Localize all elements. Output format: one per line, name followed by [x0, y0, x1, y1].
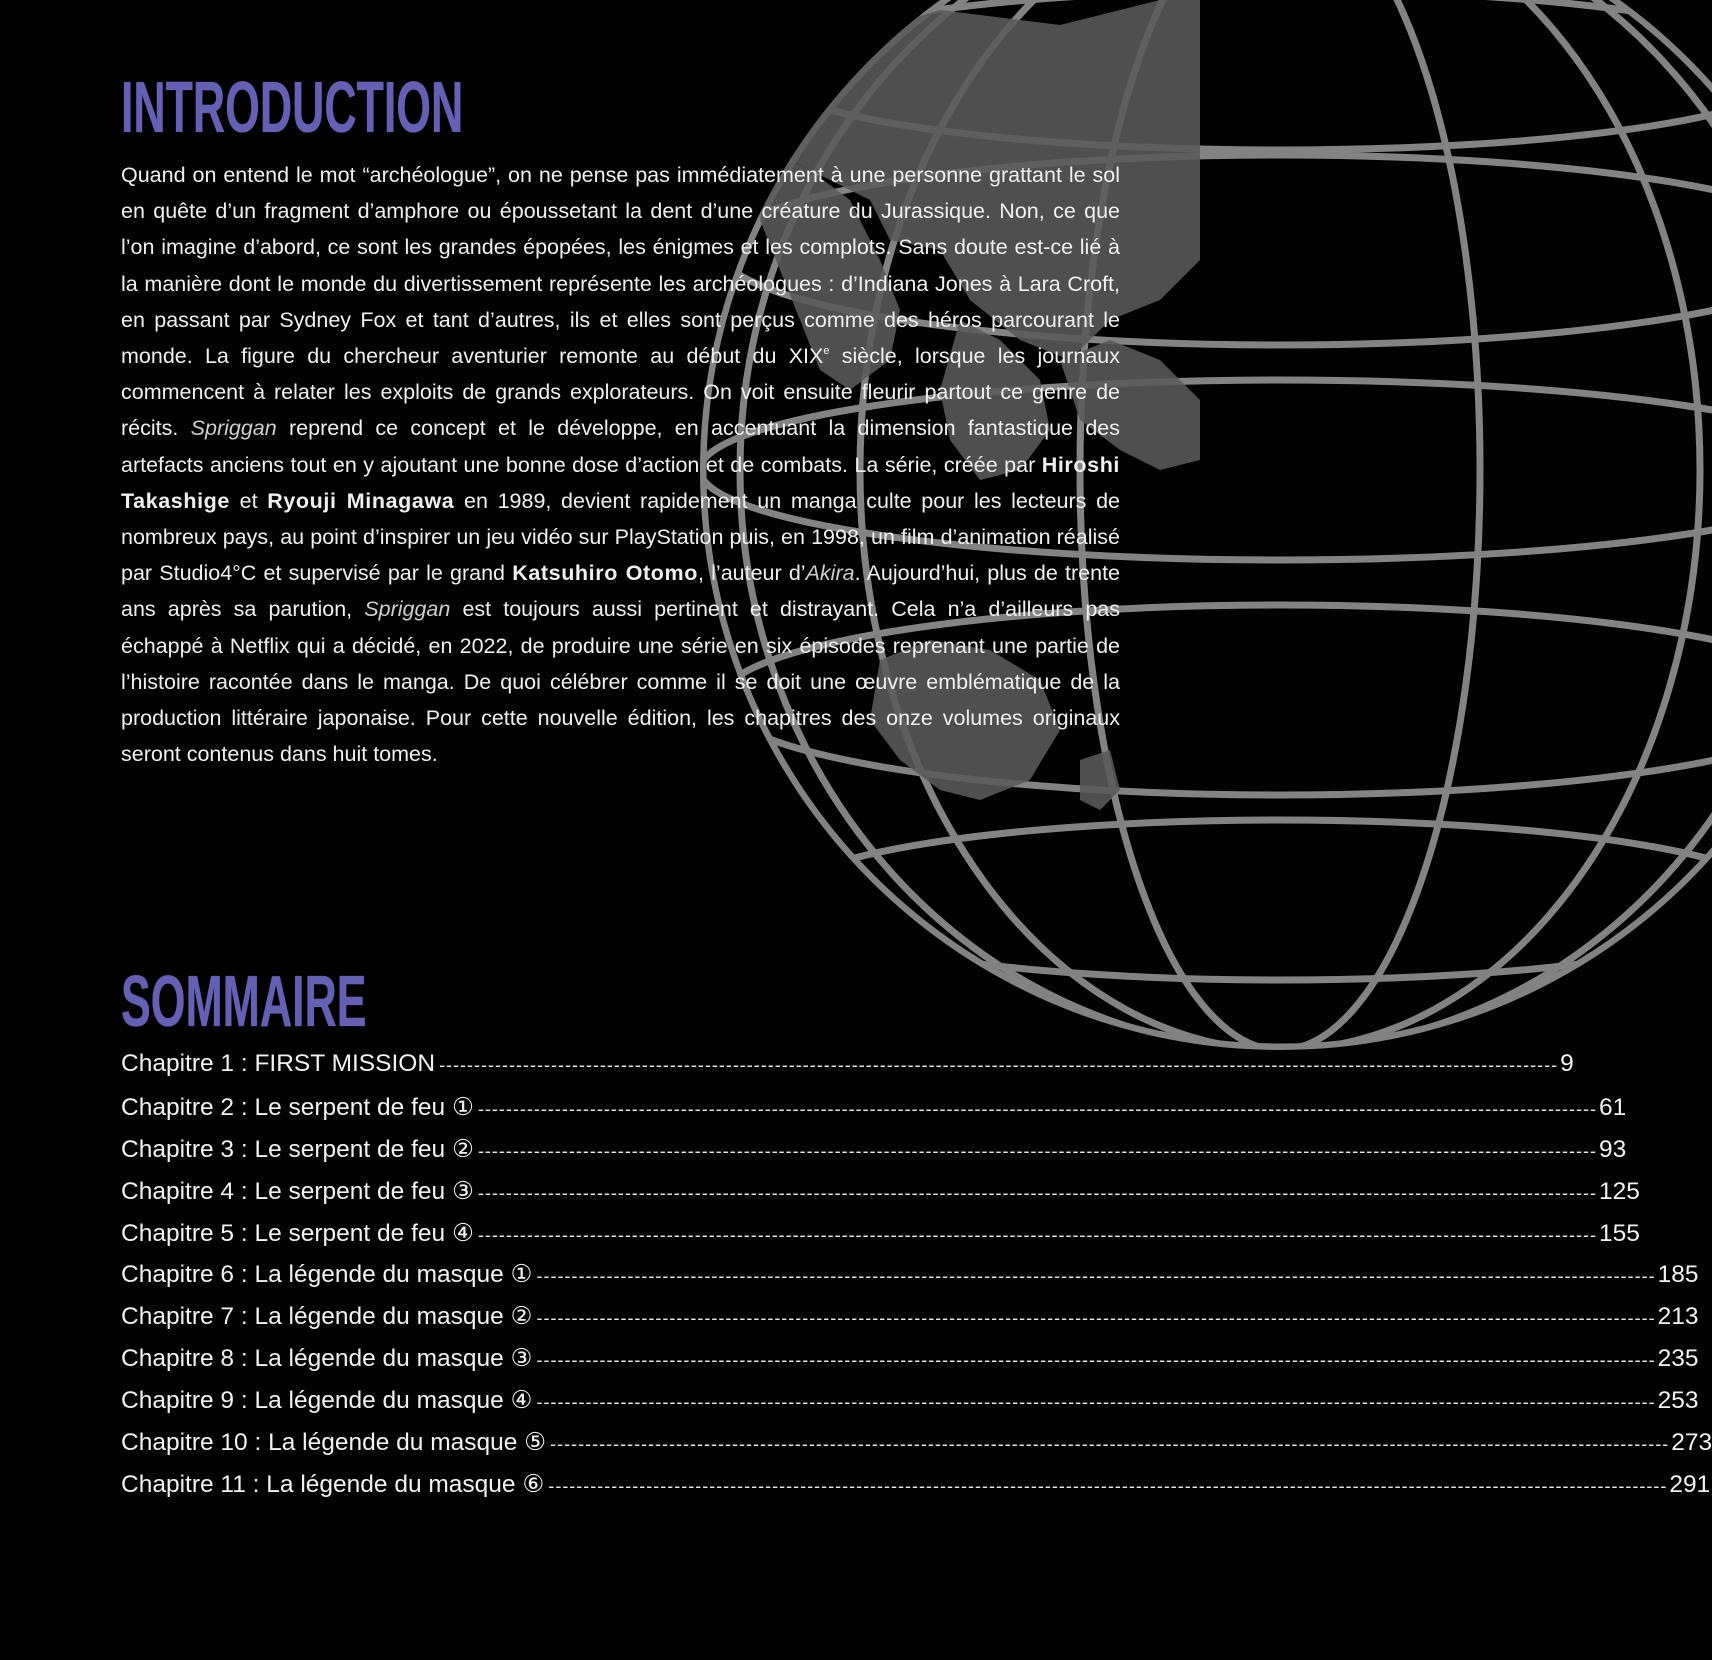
- dot-leader: ----------------------------------------------------------------------------------------------------------------------------------------------------------------: [477, 1224, 1597, 1245]
- chapter-title: Chapitre 2 : Le serpent de feu ①: [121, 1093, 474, 1121]
- toc-entry: [121, 1259, 1699, 1301]
- toc-entry: [121, 1469, 1711, 1511]
- dot-leader: ----------------------------------------------------------------------------------------------------------------------------------------------------------------: [477, 1140, 1597, 1161]
- chapter-title: Chapitre 8 : La légende du masque ③: [121, 1345, 533, 1373]
- author-takashige: Hiroshi Takashige: [121, 452, 1120, 513]
- intro-text-5: en 1989, devient rapidement un manga culte pour les lecteurs de nombreux pays, au point d’inspirer un jeu vidéo sur PlayStation puis, en 1998, un film d’animation réalisé par Studio4°C et supervisé par le grand: [121, 488, 1120, 586]
- dot-leader: ----------------------------------------------------------------------------------------------------------------------------------------------------------------: [550, 1434, 1670, 1455]
- dot-leader: ----------------------------------------------------------------------------------------------------------------------------------------------------------------: [536, 1350, 1656, 1371]
- introduction-paragraph: [121, 157, 1120, 772]
- chapter-page: 155: [1599, 1219, 1640, 1247]
- dot-leader: ----------------------------------------------------------------------------------------------------------------------------------------------------------------: [477, 1098, 1597, 1119]
- toc-entry: [121, 1176, 1640, 1218]
- chapter-page: 61: [1599, 1093, 1627, 1121]
- chapter-title: Chapitre 11 : La légende du masque ⑥: [121, 1470, 545, 1498]
- author-minagawa: Ryouji Minagawa: [267, 488, 455, 513]
- chapter-page: 253: [1657, 1387, 1699, 1415]
- intro-text-4: et: [229, 488, 268, 513]
- chapter-page: 291: [1669, 1470, 1711, 1498]
- chapter-title: Chapitre 7 : La légende du masque ②: [121, 1303, 533, 1331]
- chapter-title: Chapitre 6 : La légende du masque ①: [121, 1261, 533, 1289]
- intro-text-8: est toujours aussi pertinent et distrayant. Cela n’a d’ailleurs pas échappé à Netflix qui a décidé, en 2022, de produire une série en six épisodes reprenant une partie de l’histoire racontée dans le manga. De quoi célébrer comme il se doit une œuvre emblématique de la production littéraire japonaise. Pour cette nouvelle édition, les chapitres des onze volumes originaux seront contenus dans huit tomes.: [121, 597, 1120, 767]
- chapter-page: 185: [1657, 1261, 1699, 1289]
- chapter-page: 273: [1671, 1429, 1712, 1457]
- chapter-page: 9: [1560, 1050, 1574, 1077]
- dot-leader: ----------------------------------------------------------------------------------------------------------------------------------------------------------------: [536, 1266, 1656, 1287]
- chapter-page: 235: [1657, 1345, 1699, 1373]
- dot-leader: ----------------------------------------------------------------------------------------------------------------------------------------------------------------: [477, 1182, 1597, 1203]
- title-spriggan-2: Spriggan: [364, 597, 451, 622]
- chapter-page: 93: [1599, 1135, 1627, 1163]
- intro-text-1: Quand on entend le mot “archéologue”, on ne pense pas immédiatement à une personne grattant le sol en quête d’un fragment d’amphore ou époussetant la dent d’une créature du Jurassique. Non, ce que l’on imagine d’abord, ce sont les grandes épopées, les énigmes et les complots. Sans doute est-ce lié à la manière dont le monde du divertissement représente les archéologues : d’Indiana Jones à Lara Croft, en passant par Sydney Fox et tant d’autres, ils et elles sont perçus comme des héros parcourant le monde. La figure du chercheur aventurier remonte au début du XIX: [121, 163, 1120, 369]
- toc-entry: [121, 1134, 1627, 1176]
- chapter-title: Chapitre 4 : Le serpent de feu ③: [121, 1177, 474, 1205]
- chapter-page: 125: [1599, 1177, 1640, 1205]
- toc-entry: [121, 1218, 1640, 1260]
- chapter-title: Chapitre 5 : Le serpent de feu ④: [121, 1219, 474, 1247]
- toc-entry: [121, 1092, 1627, 1134]
- chapter-title: Chapitre 10 : La légende du masque ⑤: [121, 1429, 547, 1457]
- chapter-page: 213: [1657, 1303, 1699, 1331]
- superscript-e: e: [823, 345, 830, 358]
- table-of-contents: [121, 1050, 1712, 1511]
- chapter-title: Chapitre 3 : Le serpent de feu ②: [121, 1135, 474, 1163]
- toc-entry: [121, 1301, 1699, 1343]
- dot-leader: ----------------------------------------------------------------------------------------------------------------------------------------------------------------: [536, 1392, 1656, 1413]
- dot-leader: ----------------------------------------------------------------------------------------------------------------------------------------------------------------: [536, 1308, 1656, 1329]
- intro-text-6: , l’auteur d’: [697, 561, 806, 586]
- title-spriggan: Spriggan: [190, 416, 277, 441]
- title-akira: Akira: [805, 561, 855, 586]
- toc-entry: [121, 1050, 1574, 1092]
- dot-leader: ----------------------------------------------------------------------------------------------------------------------------------------------------------------: [439, 1055, 1559, 1075]
- intro-text-2: siècle, lorsque les journaux commencent à relater les exploits de grands explorateurs. On voit ensuite fleurir partout ce genre de récits.: [121, 344, 1120, 441]
- sommaire-heading: SOMMAIRE: [121, 962, 367, 1042]
- chapter-title: Chapitre 9 : La légende du masque ④: [121, 1387, 533, 1415]
- director-otomo: Katsuhiro Otomo: [512, 561, 698, 586]
- introduction-heading: INTRODUCTION: [121, 68, 464, 148]
- intro-text-3: reprend ce concept et le développe, en accentuant la dimension fantastique des artefacts anciens tout en y ajoutant une bonne dose d’action et de combats. La série, créée par: [121, 416, 1120, 477]
- chapter-title: Chapitre 1 : FIRST MISSION: [121, 1050, 436, 1077]
- dot-leader: ----------------------------------------------------------------------------------------------------------------------------------------------------------------: [548, 1475, 1668, 1496]
- toc-entry: [121, 1343, 1699, 1385]
- intro-text-7: . Aujourd’hui, plus de trente ans après sa parution,: [121, 561, 1120, 622]
- toc-entry: [121, 1427, 1712, 1469]
- toc-entry: [121, 1385, 1699, 1427]
